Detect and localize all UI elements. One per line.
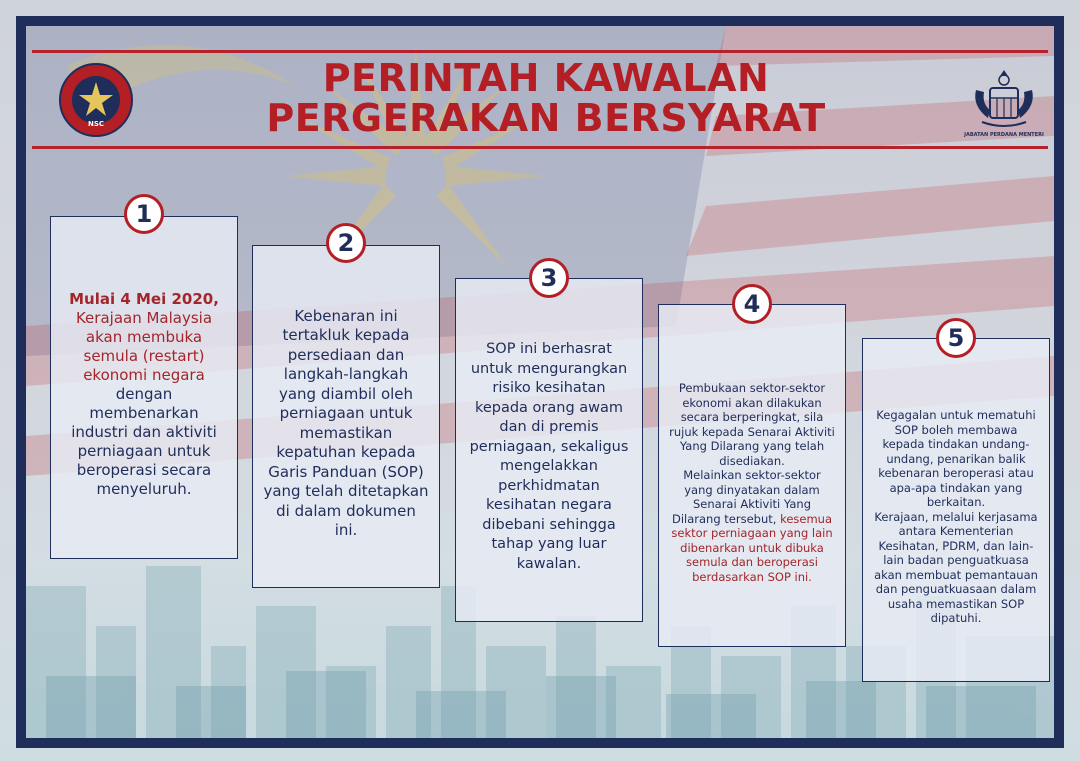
card-1-number-badge: 1 [124, 194, 164, 234]
card-3-number-badge: 3 [529, 258, 569, 298]
title-line-2: PERGERAKAN BERSYARAT [266, 96, 826, 140]
card-5-text-2: Kerajaan, melalui kerjasama antara Kementerian Kesihatan, PDRM, dan lain-lain badan penguatkuasa akan membuat pemantauan dan penguatkuasaan dalam usaha memastikan SOP dipatuhi. [874, 509, 1038, 626]
card-1-highlight: Mulai 4 Mei 2020, [69, 290, 219, 308]
info-card-5 [862, 338, 1050, 682]
svg-text:NSC: NSC [87, 120, 105, 128]
nsc-emblem-icon [58, 62, 134, 138]
poster-frame [16, 16, 1064, 748]
jata-negara-icon [964, 66, 1044, 146]
card-4-text: Pembukaan sektor-sektor ekonomi akan dilakukan secara berperingkat, sila rujuk kepada Senarai Aktiviti Yang Dilarang yang telah disediakan. [669, 381, 835, 468]
info-card-1 [50, 216, 238, 559]
card-5-text: Kegagalan untuk mematuhi SOP boleh membawa kepada tindakan undang-undang, penarikan balik kebenaran beroperasi atau apa-apa tindakan yang berkaitan. [876, 408, 1036, 510]
info-card-2 [252, 245, 440, 588]
card-3-text: SOP ini berhasrat untuk mengurangkan risiko kesihatan kepada orang awam dan di premis perniagaan, sekaligus mengelakkan perkhidmatan kesihatan negara dibebani sehingga tahap yang luar kawalan. [469, 341, 629, 572]
info-card-4 [658, 304, 846, 647]
title-line-1: PERINTAH KAWALAN [322, 56, 770, 100]
card-2-number-badge: 2 [326, 223, 366, 263]
page-title [206, 58, 886, 138]
title-rule-bottom [32, 146, 1048, 149]
card-4-text-2: Melainkan sektor-sektor yang dinyatakan dalam Senarai Aktiviti Yang Dilarang tersebut, [671, 468, 821, 526]
title-rule-top [32, 50, 1048, 53]
card-1-red-text: Kerajaan Malaysia akan membuka semula (restart) ekonomi negara [75, 309, 213, 384]
card-4-number-badge: 4 [732, 284, 772, 324]
info-card-3 [455, 278, 643, 622]
jata-caption: JABATAN PERDANA MENTERI [964, 132, 1044, 138]
card-5-number-badge: 5 [936, 318, 976, 358]
card-2-text: Kebenaran ini tertakluk kepada persediaan dan langkah-langkah yang diambil oleh perniagaan untuk memastikan kepatuhan kepada Garis Panduan (SOP) yang telah ditetapkan di dalam dokumen ini. [263, 306, 429, 539]
card-1-text: dengan membenarkan industri dan aktiviti perniagaan untuk beroperasi secara menyeluruh. [71, 385, 217, 498]
card-4-red-text: kesemua sektor perniagaan yang lain dibenarkan untuk dibuka semula dan beroperasi berdasarkan SOP ini. [671, 511, 833, 584]
